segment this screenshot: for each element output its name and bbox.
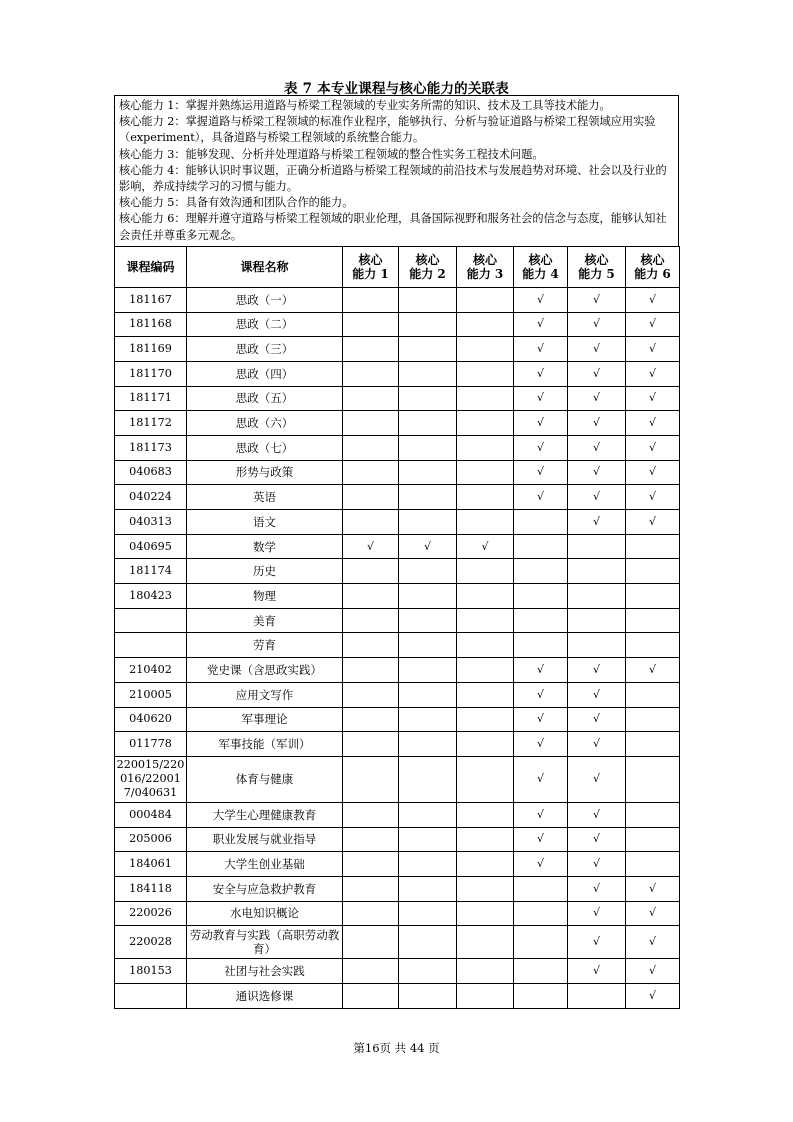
ability-1-check-cell (343, 984, 399, 1009)
ability-3-check-cell (457, 756, 514, 802)
course-code-cell: 181173 (115, 435, 187, 460)
ability-6-check-cell: √ (626, 411, 680, 436)
ability-2-check-cell (399, 984, 457, 1009)
ability-2-check-cell (399, 411, 457, 436)
course-name-cell: 思政（一） (187, 287, 343, 312)
ability-2-check-cell (399, 633, 457, 658)
ability-5-check-cell (568, 584, 626, 609)
ability-3-check-cell (457, 510, 514, 535)
table-row (115, 827, 680, 852)
course-name-cell: 水电知识概论 (187, 901, 343, 926)
ability-2-check-cell (399, 510, 457, 535)
table-row (115, 802, 680, 827)
course-code-cell: 180423 (115, 584, 187, 609)
header-ability-3 (457, 246, 514, 287)
ability-6-check-cell: √ (626, 287, 680, 312)
ability-5-check-cell: √ (568, 287, 626, 312)
ability-2-check-cell (399, 682, 457, 707)
course-code-cell: 181171 (115, 386, 187, 411)
ability-6-check-cell: √ (626, 312, 680, 337)
ability-6-check-cell (626, 608, 680, 633)
course-name-cell: 思政（五） (187, 386, 343, 411)
table-row (115, 876, 680, 901)
ability-2-check-cell (399, 287, 457, 312)
ability-4-check-cell: √ (514, 682, 568, 707)
table-row (115, 435, 680, 460)
ability-6-check-cell (626, 852, 680, 877)
header-ability-6-line2: 能力 6 (634, 266, 671, 281)
ability-5-check-cell: √ (568, 337, 626, 362)
course-code-cell: 180153 (115, 959, 187, 984)
ability-3-check-cell (457, 732, 514, 757)
table-row (115, 386, 680, 411)
ability-5-check-cell (568, 534, 626, 559)
ability-3-check-cell (457, 312, 514, 337)
ability-5-check-cell: √ (568, 460, 626, 485)
ability-6-check-cell: √ (626, 876, 680, 901)
ability-3-check-cell (457, 337, 514, 362)
ability-4-check-cell (514, 984, 568, 1009)
ability-2-check-cell (399, 386, 457, 411)
ability-2-check-cell (399, 312, 457, 337)
ability-4-check-cell (514, 584, 568, 609)
course-code-cell: 040620 (115, 707, 187, 732)
ability-6-check-cell (626, 682, 680, 707)
ability-4-text: 核心能力 4：能够认识时事议题，正确分析道路与桥梁工程领域的前沿技术与发展趋势对环境、社会以及行业的影响，养成持续学习的习惯与能力。 (119, 163, 667, 194)
ability-1-check-cell (343, 608, 399, 633)
table-row (115, 901, 680, 926)
ability-4-check-cell: √ (514, 411, 568, 436)
table-row (115, 361, 680, 386)
table-row (115, 584, 680, 609)
course-code-cell: 220026 (115, 901, 187, 926)
course-name-cell: 思政（七） (187, 435, 343, 460)
header-ability-4 (514, 246, 568, 287)
course-name-cell: 思政（三） (187, 337, 343, 362)
course-code-cell: 184118 (115, 876, 187, 901)
ability-3-check-cell (457, 802, 514, 827)
ability-3-check-cell (457, 633, 514, 658)
ability-3-check-cell (457, 901, 514, 926)
course-code-cell: 040695 (115, 534, 187, 559)
course-name-cell: 社团与社会实践 (187, 959, 343, 984)
course-name-cell: 劳动教育与实践（高职劳动教育） (187, 926, 343, 959)
ability-6-check-cell: √ (626, 435, 680, 460)
ability-4-check-cell (514, 926, 568, 959)
ability-2-check-cell (399, 732, 457, 757)
ability-1-check-cell (343, 707, 399, 732)
ability-6-check-cell: √ (626, 386, 680, 411)
course-name-cell: 美育 (187, 608, 343, 633)
ability-2-check-cell (399, 658, 457, 683)
ability-1-check-cell (343, 485, 399, 510)
ability-3-check-cell (457, 608, 514, 633)
ability-3-check-cell (457, 386, 514, 411)
header-ability-1-line1: 核心 (358, 252, 383, 267)
ability-4-check-cell: √ (514, 707, 568, 732)
ability-3-check-cell (457, 411, 514, 436)
ability-5-check-cell: √ (568, 361, 626, 386)
ability-4-check-cell: √ (514, 337, 568, 362)
ability-2-check-cell (399, 959, 457, 984)
ability-2-check-cell (399, 827, 457, 852)
ability-6-check-cell (626, 827, 680, 852)
course-name-cell: 军事技能（军训） (187, 732, 343, 757)
course-code-cell: 210402 (115, 658, 187, 683)
course-name-cell: 思政（二） (187, 312, 343, 337)
ability-6-check-cell (626, 633, 680, 658)
ability-3-check-cell (457, 584, 514, 609)
ability-2-check-cell (399, 608, 457, 633)
ability-6-check-cell (626, 707, 680, 732)
ability-1-check-cell: √ (343, 534, 399, 559)
course-name-cell: 英语 (187, 485, 343, 510)
ability-1-check-cell (343, 312, 399, 337)
ability-3-check-cell (457, 959, 514, 984)
ability-5-check-cell: √ (568, 312, 626, 337)
course-name-cell: 安全与应急救护教育 (187, 876, 343, 901)
course-ability-table (114, 246, 680, 1009)
course-name-cell: 大学生心理健康教育 (187, 802, 343, 827)
ability-6-check-cell: √ (626, 901, 680, 926)
table-row (115, 732, 680, 757)
ability-4-check-cell: √ (514, 485, 568, 510)
ability-5-check-cell: √ (568, 876, 626, 901)
ability-4-check-cell (514, 959, 568, 984)
course-code-cell: 205006 (115, 827, 187, 852)
ability-6-check-cell (626, 802, 680, 827)
course-code-cell (115, 608, 187, 633)
ability-1-check-cell (343, 361, 399, 386)
ability-6-check-cell (626, 534, 680, 559)
ability-3-check-cell (457, 926, 514, 959)
table-row (115, 852, 680, 877)
ability-3-check-cell (457, 460, 514, 485)
ability-4-check-cell: √ (514, 658, 568, 683)
course-name-cell: 大学生创业基础 (187, 852, 343, 877)
ability-5-check-cell: √ (568, 756, 626, 802)
header-ability-1-line2: 能力 1 (352, 266, 389, 281)
ability-4-check-cell: √ (514, 756, 568, 802)
ability-1-check-cell (343, 435, 399, 460)
header-course-code: 课程编码 (115, 246, 187, 287)
header-ability-5 (568, 246, 626, 287)
ability-4-check-cell: √ (514, 732, 568, 757)
ability-1-check-cell (343, 510, 399, 535)
course-code-cell: 181167 (115, 287, 187, 312)
ability-1-check-cell (343, 287, 399, 312)
ability-5-check-cell: √ (568, 802, 626, 827)
table-row (115, 984, 680, 1009)
header-course-name: 课程名称 (187, 246, 343, 287)
ability-4-check-cell: √ (514, 361, 568, 386)
ability-6-check-cell: √ (626, 361, 680, 386)
ability-2-text: 核心能力 2：掌握道路与桥梁工程领域的标准作业程序，能够执行、分析与验证道路与桥梁工程领域应用实验（experiment），具备道路与桥梁工程领域的系统整合能力。 (119, 115, 656, 145)
ability-2-check-cell (399, 559, 457, 584)
ability-1-check-cell (343, 584, 399, 609)
ability-2-check-cell (399, 852, 457, 877)
course-name-cell: 历史 (187, 559, 343, 584)
ability-2-check-cell (399, 756, 457, 802)
header-ability-3-line1: 核心 (472, 252, 497, 267)
course-name-cell: 思政（六） (187, 411, 343, 436)
course-name-cell: 形势与政策 (187, 460, 343, 485)
ability-5-check-cell (568, 633, 626, 658)
ability-5-check-cell: √ (568, 411, 626, 436)
ability-5-check-cell (568, 559, 626, 584)
ability-6-check-cell: √ (626, 984, 680, 1009)
header-ability-6-line1: 核心 (640, 252, 665, 267)
ability-1-check-cell (343, 658, 399, 683)
course-code-cell: 040313 (115, 510, 187, 535)
course-code-cell: 181172 (115, 411, 187, 436)
ability-2-check-cell (399, 337, 457, 362)
ability-2-check-cell (399, 876, 457, 901)
ability-5-check-cell (568, 608, 626, 633)
course-name-cell: 体育与健康 (187, 756, 343, 802)
course-code-cell: 220028 (115, 926, 187, 959)
ability-6-text: 核心能力 6：理解并遵守道路与桥梁工程领域的职业伦理，具备国际视野和服务社会的信念与态度，能够认知社会责任并尊重多元观念。 (119, 212, 667, 242)
ability-6-check-cell: √ (626, 926, 680, 959)
ability-4-check-cell (514, 534, 568, 559)
ability-3-check-cell (457, 707, 514, 732)
course-code-cell: 040224 (115, 485, 187, 510)
ability-6-check-cell: √ (626, 658, 680, 683)
course-name-cell: 党史课（含思政实践） (187, 658, 343, 683)
table-row (115, 756, 680, 802)
ability-4-check-cell: √ (514, 460, 568, 485)
header-ability-4-line1: 核心 (528, 252, 553, 267)
header-ability-2 (399, 246, 457, 287)
table-row (115, 926, 680, 959)
course-name-cell: 语文 (187, 510, 343, 535)
ability-2-check-cell: √ (399, 534, 457, 559)
ability-6-check-cell: √ (626, 485, 680, 510)
ability-2-check-cell (399, 901, 457, 926)
ability-1-check-cell (343, 852, 399, 877)
table-row (115, 460, 680, 485)
ability-4-check-cell: √ (514, 312, 568, 337)
ability-2-check-cell (399, 485, 457, 510)
table-row (115, 534, 680, 559)
table-row (115, 633, 680, 658)
ability-3-check-cell (457, 682, 514, 707)
ability-3-check-cell (457, 852, 514, 877)
table-row (115, 312, 680, 337)
ability-5-check-cell (568, 984, 626, 1009)
ability-1-check-cell (343, 559, 399, 584)
ability-2-check-cell (399, 926, 457, 959)
ability-4-check-cell (514, 559, 568, 584)
header-ability-3-line2: 能力 3 (466, 266, 504, 281)
course-code-cell: 181168 (115, 312, 187, 337)
ability-5-check-cell: √ (568, 926, 626, 959)
ability-3-check-cell (457, 984, 514, 1009)
ability-3-check-cell: √ (457, 534, 514, 559)
table-row (115, 707, 680, 732)
course-code-cell: 040683 (115, 460, 187, 485)
ability-5-check-cell: √ (568, 658, 626, 683)
ability-3-text: 核心能力 3：能够发现、分析并处理道路与桥梁工程领域的整合性实务工程技术问题。 (119, 147, 544, 161)
ability-6-check-cell: √ (626, 460, 680, 485)
course-code-cell (115, 984, 187, 1009)
header-ability-2-line2: 能力 2 (409, 266, 446, 281)
ability-2-check-cell (399, 460, 457, 485)
ability-5-text: 核心能力 5：具备有效沟通和团队合作的能力。 (119, 196, 354, 210)
header-ability-2-line1: 核心 (415, 252, 440, 267)
ability-1-check-cell (343, 959, 399, 984)
ability-5-check-cell: √ (568, 485, 626, 510)
ability-4-check-cell (514, 510, 568, 535)
ability-5-check-cell: √ (568, 901, 626, 926)
ability-1-check-cell (343, 732, 399, 757)
table-row (115, 608, 680, 633)
ability-2-check-cell (399, 707, 457, 732)
ability-5-check-cell: √ (568, 707, 626, 732)
ability-1-check-cell (343, 901, 399, 926)
ability-table (114, 95, 679, 1009)
ability-1-check-cell (343, 756, 399, 802)
course-code-cell: 181174 (115, 559, 187, 584)
table-row (115, 510, 680, 535)
course-code-cell (115, 633, 187, 658)
course-name-cell: 职业发展与就业指导 (187, 827, 343, 852)
table-title: 表 7 本专业课程与核心能力的关联表 (284, 81, 509, 97)
ability-4-check-cell (514, 633, 568, 658)
ability-5-check-cell: √ (568, 682, 626, 707)
course-name-cell: 通识选修课 (187, 984, 343, 1009)
ability-1-check-cell (343, 926, 399, 959)
course-code-cell: 011778 (115, 732, 187, 757)
course-code-cell: 220015/220016/220017/040631 (115, 756, 187, 802)
table-row (115, 658, 680, 683)
ability-4-check-cell: √ (514, 802, 568, 827)
header-row (115, 246, 680, 287)
ability-4-check-cell: √ (514, 435, 568, 460)
ability-3-check-cell (457, 361, 514, 386)
course-name-cell: 应用文写作 (187, 682, 343, 707)
header-ability-4-line2: 能力 4 (522, 266, 559, 281)
course-code-cell: 181169 (115, 337, 187, 362)
ability-5-check-cell: √ (568, 852, 626, 877)
table-row (115, 682, 680, 707)
ability-3-check-cell (457, 827, 514, 852)
ability-4-check-cell: √ (514, 287, 568, 312)
ability-3-check-cell (457, 658, 514, 683)
ability-6-check-cell (626, 584, 680, 609)
ability-5-check-cell: √ (568, 827, 626, 852)
ability-4-check-cell: √ (514, 386, 568, 411)
header-ability-6 (626, 246, 680, 287)
header-ability-1 (343, 246, 399, 287)
ability-4-check-cell (514, 876, 568, 901)
ability-6-check-cell: √ (626, 337, 680, 362)
header-ability-5-line1: 核心 (584, 252, 609, 267)
course-code-cell: 181170 (115, 361, 187, 386)
ability-1-check-cell (343, 411, 399, 436)
ability-5-check-cell: √ (568, 959, 626, 984)
ability-1-check-cell (343, 682, 399, 707)
ability-4-check-cell (514, 608, 568, 633)
ability-6-check-cell (626, 559, 680, 584)
table-row (115, 559, 680, 584)
ability-1-check-cell (343, 827, 399, 852)
ability-6-check-cell (626, 732, 680, 757)
ability-6-check-cell: √ (626, 510, 680, 535)
course-code-cell: 210005 (115, 682, 187, 707)
header-ability-5-line2: 能力 5 (578, 266, 615, 281)
ability-2-check-cell (399, 584, 457, 609)
ability-5-check-cell: √ (568, 510, 626, 535)
ability-descriptions (114, 95, 679, 246)
course-name-cell: 物理 (187, 584, 343, 609)
ability-1-check-cell (343, 802, 399, 827)
ability-1-check-cell (343, 460, 399, 485)
ability-3-check-cell (457, 876, 514, 901)
ability-2-check-cell (399, 435, 457, 460)
ability-1-check-cell (343, 876, 399, 901)
ability-6-check-cell: √ (626, 959, 680, 984)
ability-4-check-cell: √ (514, 852, 568, 877)
page-number: 第16页 共 44 页 (353, 1041, 440, 1055)
ability-1-check-cell (343, 337, 399, 362)
table-row (115, 485, 680, 510)
ability-5-check-cell: √ (568, 386, 626, 411)
ability-5-check-cell: √ (568, 435, 626, 460)
ability-3-check-cell (457, 485, 514, 510)
ability-2-check-cell (399, 361, 457, 386)
course-name-cell: 数学 (187, 534, 343, 559)
table-row (115, 337, 680, 362)
table-row (115, 287, 680, 312)
ability-1-text: 核心能力 1：掌握并熟练运用道路与桥梁工程领域的专业实务所需的知识、技术及工具等技术能力。 (119, 99, 611, 112)
table-row (115, 959, 680, 984)
ability-6-check-cell (626, 756, 680, 802)
ability-3-check-cell (457, 559, 514, 584)
ability-1-check-cell (343, 386, 399, 411)
course-name-cell: 思政（四） (187, 361, 343, 386)
ability-2-check-cell (399, 802, 457, 827)
ability-1-check-cell (343, 633, 399, 658)
ability-3-check-cell (457, 287, 514, 312)
ability-4-check-cell: √ (514, 827, 568, 852)
ability-3-check-cell (457, 435, 514, 460)
ability-5-check-cell: √ (568, 732, 626, 757)
ability-4-check-cell (514, 901, 568, 926)
course-code-cell: 000484 (115, 802, 187, 827)
course-code-cell: 184061 (115, 852, 187, 877)
course-name-cell: 军事理论 (187, 707, 343, 732)
table-row (115, 411, 680, 436)
course-name-cell: 劳育 (187, 633, 343, 658)
